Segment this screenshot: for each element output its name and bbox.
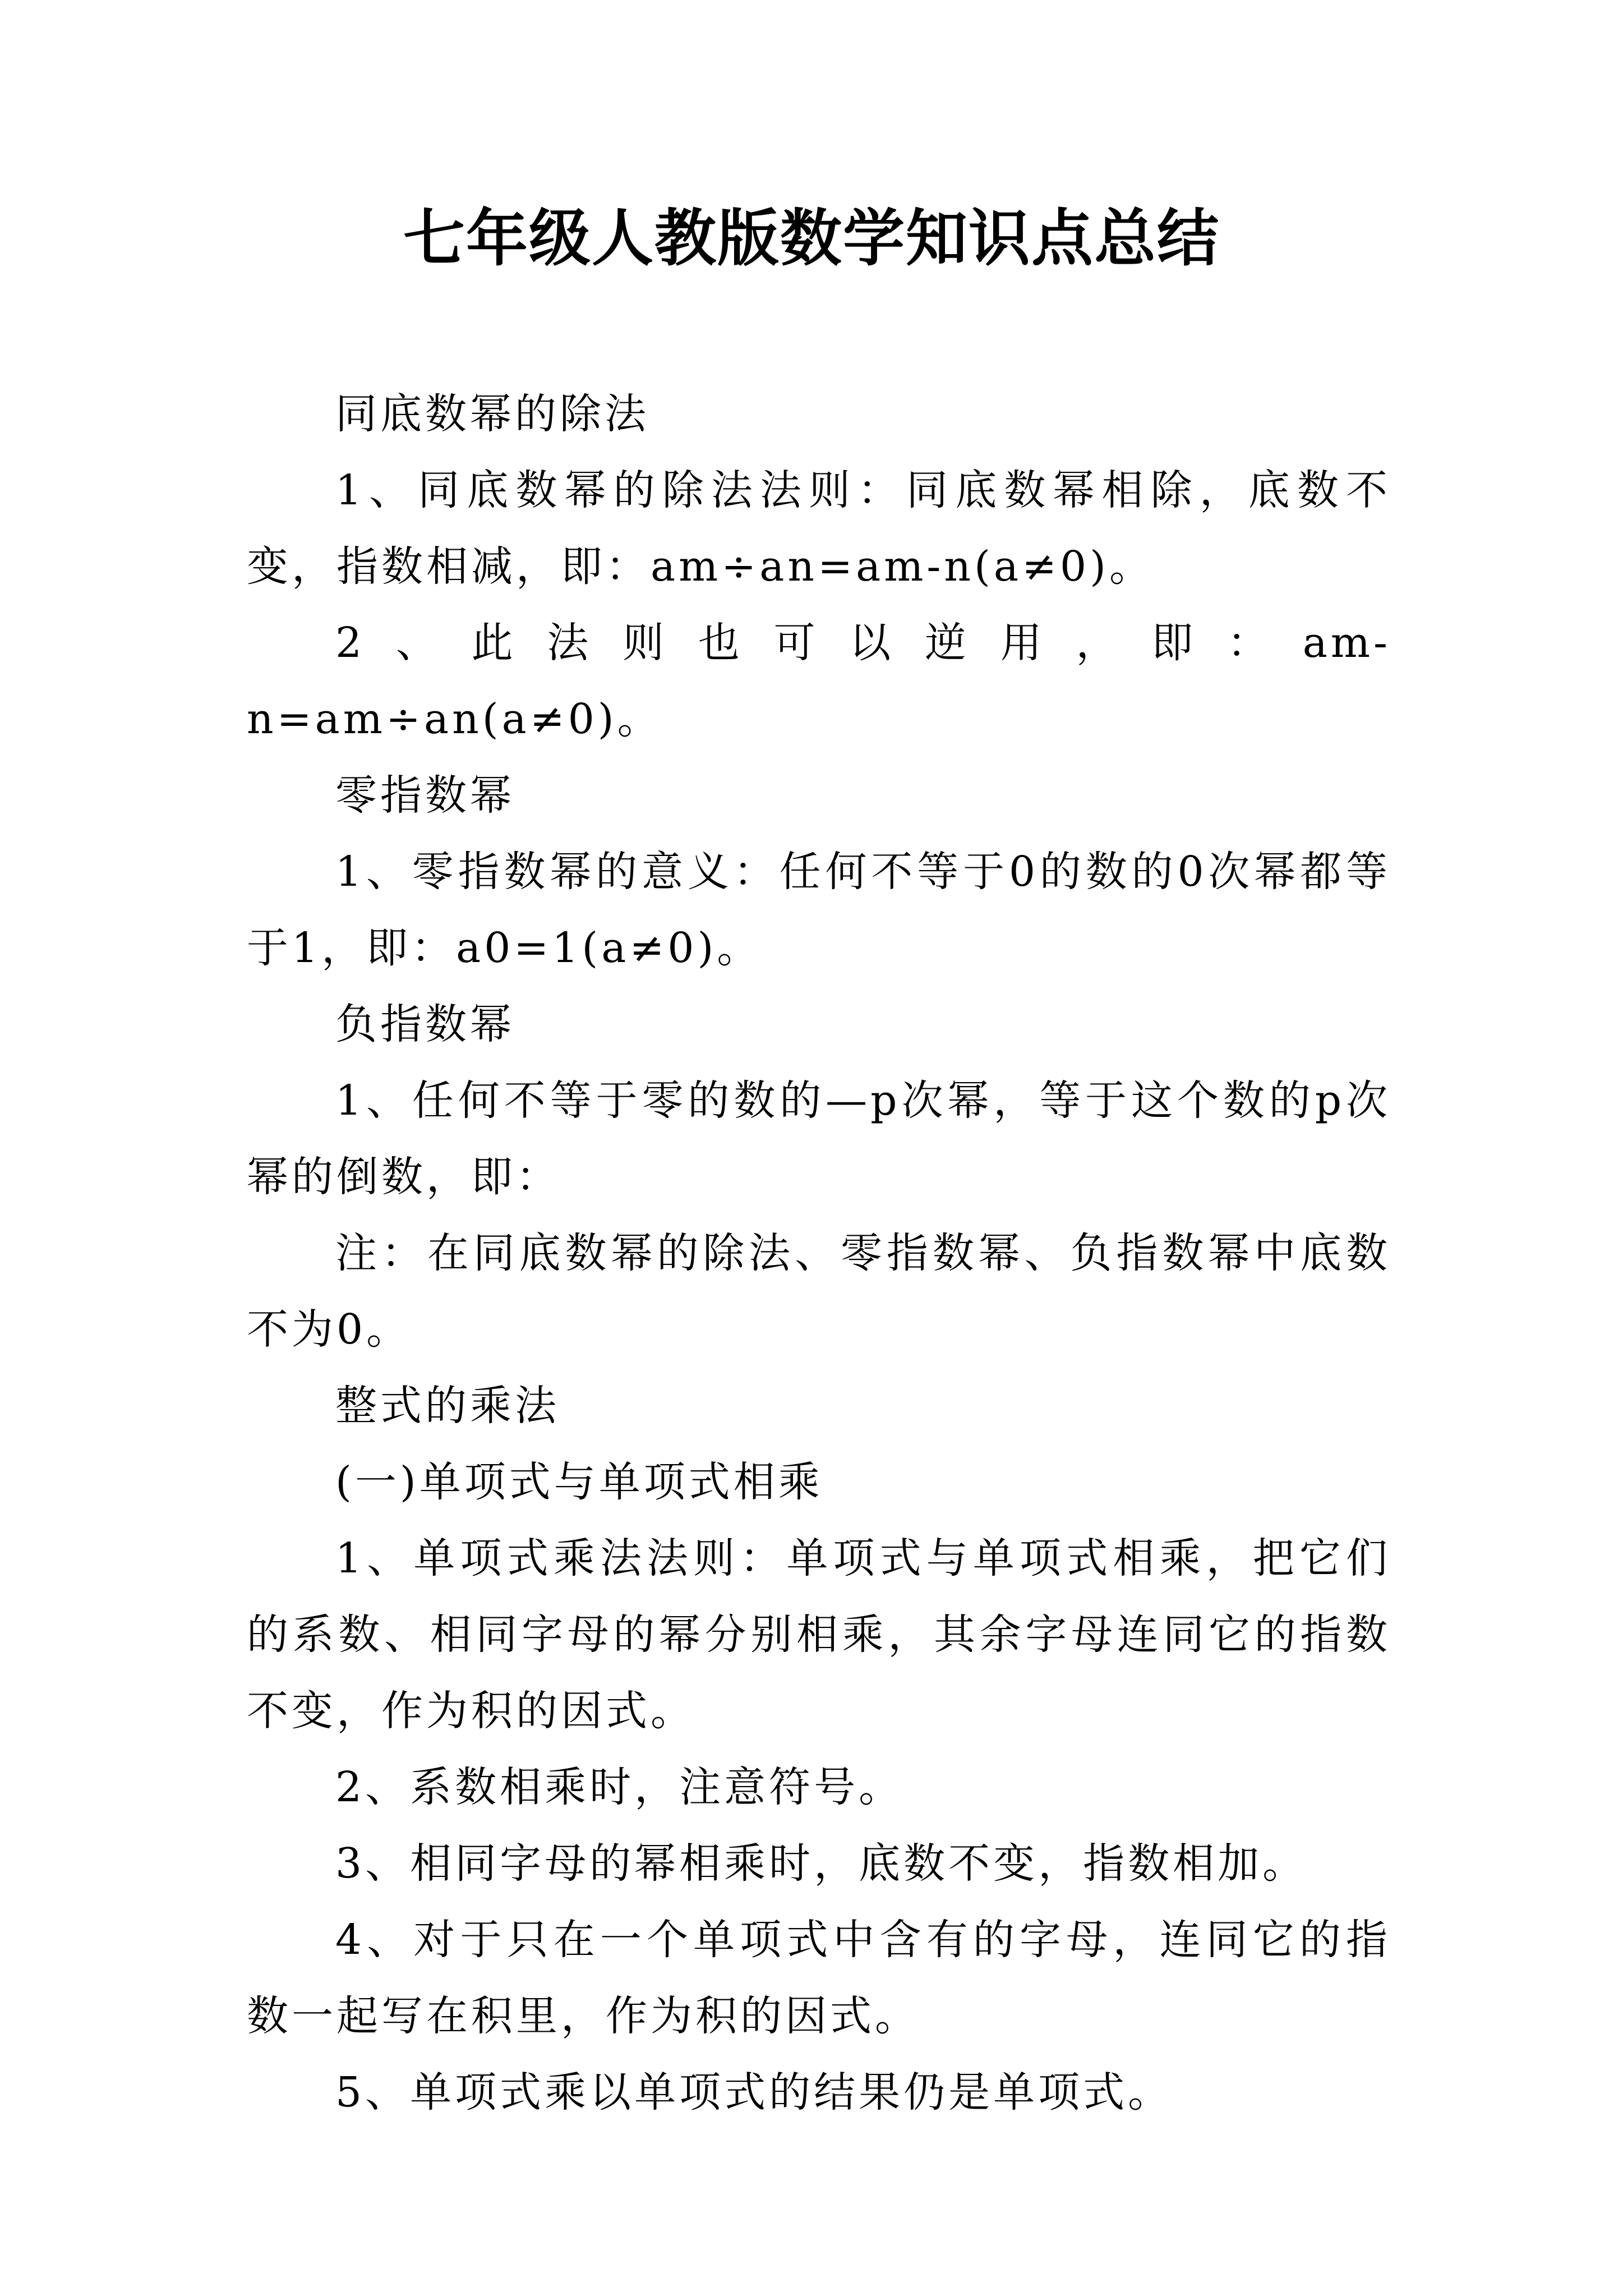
section-heading: 同底数幂的除法 [335, 390, 649, 438]
subsection-heading: (一)单项式与单项式相乘 [335, 1458, 823, 1506]
section-heading: 整式的乘法 [335, 1382, 560, 1430]
document-title: 七年级人教版数学知识点总结 [403, 202, 1220, 274]
paragraph: 4、对于只在一个单项式中含有的字母，连同它的指数一起写在积里，作为积的因式。 [247, 1916, 1391, 2040]
paragraph: 2、此法则也可以逆用，即：am-n=am÷an(a≠0)。 [247, 619, 1391, 743]
paragraph: 1、单项式乘法法则：单项式与单项式相乘，把它们的系数、相同字母的幂分别相乘，其余字母连同它的指数不变，作为积的因式。 [247, 1534, 1391, 1735]
document-body [247, 376, 1391, 2131]
paragraph: 2、系数相乘时，注意符号。 [335, 1763, 904, 1811]
paragraph: 3、相同字母的幂相乘时，底数不变，指数相加。 [335, 1839, 1308, 1888]
section-heading: 负指数幂 [335, 1000, 515, 1048]
paragraph: 1、任何不等于零的数的—p次幂，等于这个数的p次幂的倒数，即： [247, 1076, 1391, 1201]
paragraph: 1、零指数幂的意义：任何不等于0的数的0次幂都等于1，即：a0=1(a≠0)。 [247, 848, 1391, 972]
paragraph: 1、同底数幂的除法法则：同底数幂相除，底数不变，指数相减，即：am÷an=am-n(a≠0)。 [247, 466, 1391, 591]
note-paragraph: 注：在同底数幂的除法、零指数幂、负指数幂中底数不为0。 [247, 1229, 1391, 1354]
paragraph: 5、单项式乘以单项式的结果仍是单项式。 [335, 2068, 1173, 2116]
section-heading: 零指数幂 [335, 771, 515, 820]
